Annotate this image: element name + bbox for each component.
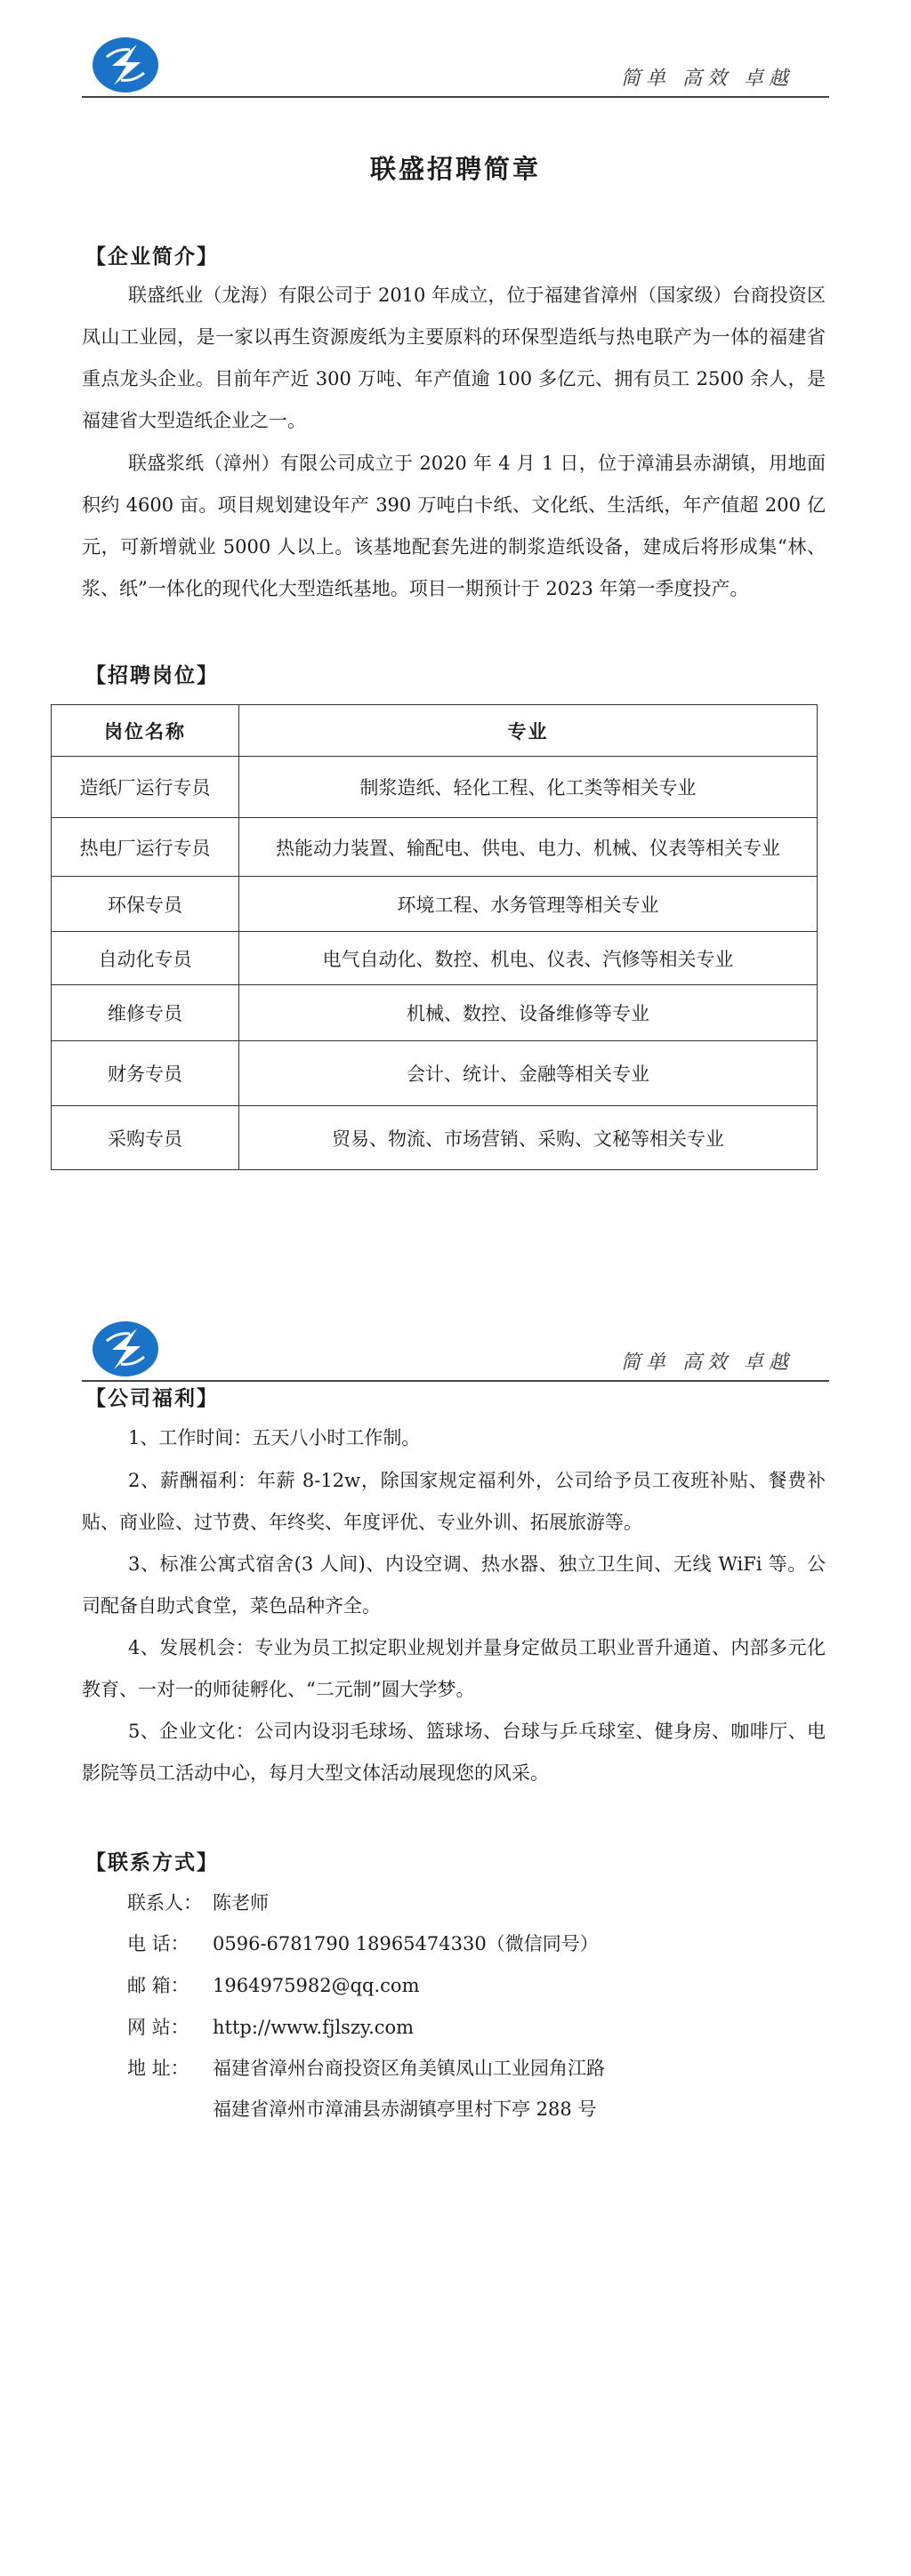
- column-header: 专业: [239, 705, 818, 757]
- address-line-1: 福建省漳州台商投资区角美镇凤山工业园角江路: [213, 2058, 605, 2079]
- page-title: 联盛招聘简章: [369, 154, 541, 184]
- jobs-table: [51, 704, 818, 1170]
- contact-address-row: [127, 2054, 605, 2081]
- benefit-item: 2、薪酬福利：年薪 8-12w，除国家规定福利外，公司给予员工夜班补贴、餐费补贴、商业险、过节费、年终奖、年度评优、专业外训、拓展旅游等。: [82, 1470, 826, 1533]
- slogan: 简单 高效 卓越: [621, 1352, 794, 1374]
- contact-address-row-2: [213, 2095, 596, 2122]
- table-header-row: [52, 705, 818, 757]
- job-major-cell: 制浆造纸、轻化工程、化工类等相关专业: [239, 757, 818, 818]
- company-logo-icon: [91, 36, 160, 94]
- job-major-cell: 贸易、物流、市场营销、采购、文秘等相关专业: [239, 1106, 818, 1170]
- benefit-item: 3、标准公寓式宿舍(3 人间)、内设空调、热水器、独立卫生间、无线 WiFi 等。公司配备自助式食堂，菜色品种齐全。: [82, 1553, 826, 1617]
- intro-paragraph: 联盛纸业（龙海）有限公司于 2010 年成立，位于福建省漳州（国家级）台商投资区凤山工业园，是一家以再生资源废纸为主要原料的环保型造纸与热电联产为一体的福建省重点龙头企业。目前年产近 300 万吨、年产值逾 100 多亿元、拥有员工 2500 余人，是福建省大型造纸企业之一。: [82, 285, 826, 431]
- job-major-cell: 热能动力装置、输配电、供电、电力、机械、仪表等相关专业: [239, 818, 818, 877]
- job-title-cell: 自动化专员: [52, 932, 239, 985]
- page-2: [0, 1280, 911, 2576]
- job-major-cell: 环境工程、水务管理等相关专业: [239, 877, 818, 932]
- table-row: [52, 757, 818, 818]
- contact-phone-row: [127, 1930, 599, 1956]
- benefit-item: 5、企业文化：公司内设羽毛球场、篮球场、台球与乒乓球室、健身房、咖啡厅、电影院等员工活动中心，每月大型文体活动展现您的风采。: [82, 1721, 826, 1784]
- page-header: [82, 1320, 829, 1382]
- job-title-cell: 维修专员: [52, 985, 239, 1041]
- benefits-heading: 【公司福利】: [85, 1386, 219, 1410]
- web-link[interactable]: http://www.fjlszy.com: [213, 2017, 415, 2038]
- intro-paragraph: 联盛浆纸（漳州）有限公司成立于 2020 年 4 月 1 日，位于漳浦县赤湖镇，用地面积约 4600 亩。项目规划建设年产 390 万吨白卡纸、文化纸、生活纸，年产值超 200 亿元，可新增就业 5000 人以上。该基地配套先进的制浆造纸设备，建成后将形成集“林、浆、纸”一体化的现代化大型造纸基地。项目一期预计于 2023 年第一季度投产。: [82, 453, 826, 599]
- table-row: [52, 1106, 818, 1170]
- job-title-cell: 造纸厂运行专员: [52, 757, 239, 818]
- contact-heading: 【联系方式】: [85, 1850, 219, 1874]
- intro-heading: 【企业简介】: [85, 245, 219, 269]
- benefit-item: 1、工作时间：五天八小时工作制。: [128, 1427, 421, 1448]
- page-header: [82, 36, 829, 98]
- contact-web-row: [127, 2013, 414, 2040]
- benefit-item: 4、发展机会：专业为员工拟定职业规划并量身定做员工职业晋升通道、内部多元化教育、一对一的师徒孵化、“二元制”圆大学梦。: [82, 1637, 826, 1700]
- contact-person-row: [127, 1889, 269, 1915]
- email-value[interactable]: 1964975982@qq.com: [213, 1975, 420, 1996]
- job-title-cell: 环保专员: [52, 877, 239, 932]
- jobs-heading: 【招聘岗位】: [85, 663, 219, 687]
- contact-person: 陈老师: [213, 1892, 269, 1914]
- job-title-cell: 采购专员: [52, 1106, 239, 1170]
- table-row: [52, 818, 818, 877]
- table-row: [52, 877, 818, 932]
- job-major-cell: 电气自动化、数控、机电、仪表、汽修等相关专业: [239, 932, 818, 985]
- header-rule: [82, 96, 829, 98]
- contact-email-row: [127, 1971, 420, 1998]
- table-row: [52, 985, 818, 1041]
- phone-label: 电 话：: [127, 1933, 189, 1954]
- job-major-cell: 机械、数控、设备维修等专业: [239, 985, 818, 1041]
- email-label: 邮 箱：: [127, 1975, 189, 1996]
- company-logo-icon: [91, 1320, 160, 1378]
- slogan: 简单 高效 卓越: [621, 68, 794, 90]
- address-line-2: 福建省漳州市漳浦县赤湖镇亭里村下亭 288 号: [213, 2099, 597, 2120]
- address-label: 地 址：: [127, 2058, 189, 2079]
- table-row: [52, 1041, 818, 1106]
- page-1: [0, 0, 911, 1280]
- table-row: [52, 932, 818, 985]
- job-major-cell: 会计、统计、金融等相关专业: [239, 1041, 818, 1106]
- job-title-cell: 财务专员: [52, 1041, 239, 1106]
- job-title-cell: 热电厂运行专员: [52, 818, 239, 877]
- web-label: 网 站：: [127, 2017, 189, 2038]
- contact-person-label: 联系人：: [127, 1892, 202, 1914]
- phone-value: 0596-6781790 18965474330（微信同号）: [213, 1933, 599, 1954]
- column-header: 岗位名称: [52, 705, 239, 757]
